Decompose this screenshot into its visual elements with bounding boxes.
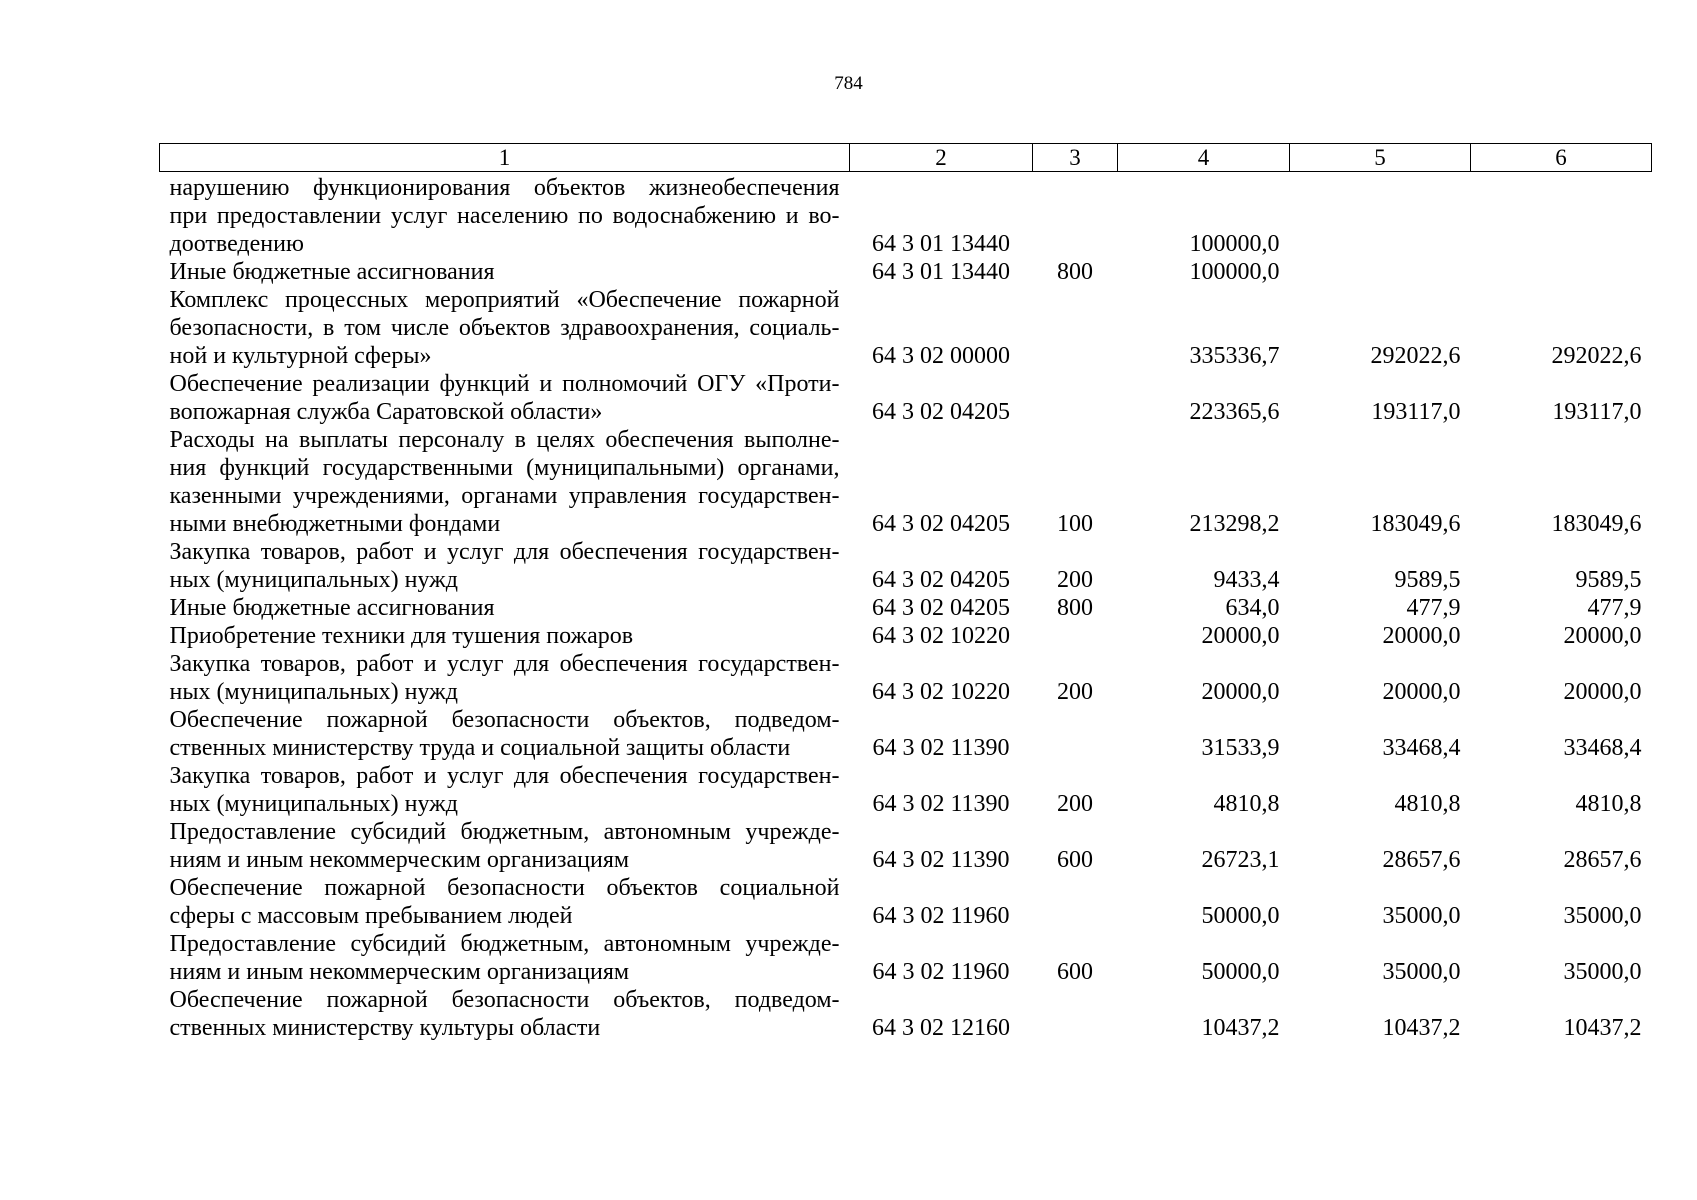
table-row <box>160 594 1652 622</box>
expense-type-code: 100 <box>1057 511 1093 537</box>
description-line: нарушению функционирования объектов жизнеобеспечения <box>169 175 840 201</box>
amount-col-6: 20000,0 <box>1563 679 1642 705</box>
amount-col-4: 213298,2 <box>1189 511 1280 537</box>
description-line: Закупка товаров, работ и услуг для обеспечения государствен- <box>169 651 840 677</box>
description-line: Закупка товаров, работ и услуг для обеспечения государствен- <box>169 763 840 789</box>
amount-col-5: 9589,5 <box>1394 567 1461 593</box>
column-header-2: 2 <box>850 144 1033 172</box>
description-line: ных (муниципальных) нужд <box>169 679 458 705</box>
description-line: Приобретение техники для тушения пожаров <box>169 623 634 649</box>
target-article-code: 64 3 02 04205 <box>872 399 1010 425</box>
expense-type-code: 200 <box>1057 679 1093 705</box>
target-article-code: 64 3 02 12160 <box>872 1015 1010 1041</box>
description-line: ниям и иным некоммерческим организациям <box>169 959 630 985</box>
table-row <box>160 706 1652 762</box>
table-row <box>160 650 1652 706</box>
row-description <box>160 650 850 706</box>
table-header-row <box>160 144 1652 172</box>
table-row <box>160 538 1652 594</box>
amount-col-6: 4810,8 <box>1575 791 1642 817</box>
row-description <box>160 594 850 622</box>
table-row <box>160 426 1652 538</box>
description-line: Комплекс процессных мероприятий «Обеспечение пожарной <box>169 287 840 313</box>
description-line: Закупка товаров, работ и услуг для обеспечения государствен- <box>169 539 840 565</box>
description-line: вопожарная служба Саратовской области» <box>169 399 603 425</box>
amount-col-6: 28657,6 <box>1563 847 1642 873</box>
amount-col-6 <box>1471 172 1652 259</box>
amount-col-4: 634,0 <box>1225 595 1280 621</box>
amount-col-6: 292022,6 <box>1551 343 1642 369</box>
column-header-1: 1 <box>160 144 850 172</box>
amount-col-5: 477,9 <box>1406 595 1461 621</box>
expense-type-code <box>1033 286 1118 370</box>
column-header-4: 4 <box>1118 144 1290 172</box>
table-row <box>160 258 1652 286</box>
amount-col-5: 35000,0 <box>1382 903 1461 929</box>
amount-col-4: 50000,0 <box>1201 903 1280 929</box>
target-article-code: 64 3 02 10220 <box>872 679 1010 705</box>
target-article-code: 64 3 02 11960 <box>872 959 1010 985</box>
target-article-code: 64 3 02 11960 <box>872 903 1010 929</box>
amount-col-5: 10437,2 <box>1382 1015 1461 1041</box>
row-description <box>160 258 850 286</box>
description-line: ственных министерству культуры области <box>169 1015 601 1041</box>
row-description <box>160 622 850 650</box>
expense-type-code: 800 <box>1057 259 1093 285</box>
table-row <box>160 286 1652 370</box>
page-number: 784 <box>834 73 863 94</box>
description-line: Предоставление субсидий бюджетным, автономным учрежде- <box>169 819 840 845</box>
description-line: ной и культурной сферы» <box>169 343 432 369</box>
amount-col-6: 10437,2 <box>1563 1015 1642 1041</box>
amount-col-5 <box>1290 172 1471 259</box>
amount-col-4: 20000,0 <box>1201 623 1280 649</box>
description-line: ных (муниципальных) нужд <box>169 567 458 593</box>
table-row <box>160 986 1652 1042</box>
table-row <box>160 930 1652 986</box>
target-article-code: 64 3 02 11390 <box>872 791 1010 817</box>
description-line: безопасности, в том числе объектов здравоохранения, социаль- <box>169 315 840 341</box>
amount-col-5 <box>1290 258 1471 286</box>
description-line: ных (муниципальных) нужд <box>169 791 458 817</box>
expense-type-code: 600 <box>1057 847 1093 873</box>
description-line: доотведению <box>169 231 304 257</box>
row-description <box>160 762 850 818</box>
target-article-code: 64 3 02 04205 <box>872 595 1010 621</box>
amount-col-4: 4810,8 <box>1213 791 1280 817</box>
amount-col-4: 100000,0 <box>1189 231 1280 257</box>
table-row <box>160 818 1652 874</box>
amount-col-4: 335336,7 <box>1189 343 1280 369</box>
amount-col-4: 223365,6 <box>1189 399 1280 425</box>
row-description <box>160 172 850 259</box>
amount-col-6: 477,9 <box>1587 595 1642 621</box>
table-row <box>160 172 1652 259</box>
amount-col-4: 10437,2 <box>1201 1015 1280 1041</box>
table-row <box>160 622 1652 650</box>
description-line: Расходы на выплаты персоналу в целях обеспечения выполне- <box>169 427 840 453</box>
description-line: Иные бюджетные ассигнования <box>169 259 495 285</box>
target-article-code: 64 3 02 04205 <box>872 567 1010 593</box>
description-line: казенными учреждениями, органами управления государствен- <box>169 483 840 509</box>
target-article-code: 64 3 01 13440 <box>872 231 1010 257</box>
column-header-6: 6 <box>1471 144 1652 172</box>
amount-col-6: 33468,4 <box>1563 735 1642 761</box>
table-row <box>160 874 1652 930</box>
row-description <box>160 874 850 930</box>
expense-type-code: 800 <box>1057 595 1093 621</box>
target-article-code: 64 3 02 04205 <box>872 511 1010 537</box>
amount-col-5: 292022,6 <box>1370 343 1461 369</box>
amount-col-6: 9589,5 <box>1575 567 1642 593</box>
description-line: сферы с массовым пребыванием людей <box>169 903 573 929</box>
amount-col-6: 35000,0 <box>1563 959 1642 985</box>
expense-type-code <box>1033 874 1118 930</box>
description-line: ниям и иным некоммерческим организациям <box>169 847 630 873</box>
row-description <box>160 538 850 594</box>
row-description <box>160 370 850 426</box>
row-description <box>160 286 850 370</box>
description-line: ственных министерству труда и социальной защиты области <box>169 735 791 761</box>
description-line: Обеспечение пожарной безопасности объектов социальной <box>169 875 840 901</box>
amount-col-5: 33468,4 <box>1382 735 1461 761</box>
expense-type-code <box>1033 706 1118 762</box>
amount-col-4: 50000,0 <box>1201 959 1280 985</box>
amount-col-5: 20000,0 <box>1382 623 1461 649</box>
amount-col-5: 35000,0 <box>1382 959 1461 985</box>
expense-type-code: 600 <box>1057 959 1093 985</box>
expense-type-code: 200 <box>1057 791 1093 817</box>
expense-type-code <box>1033 172 1118 259</box>
table-body <box>160 172 1652 1043</box>
description-line: Обеспечение пожарной безопасности объектов, подведом- <box>169 707 840 733</box>
amount-col-4: 26723,1 <box>1201 847 1280 873</box>
amount-col-4: 31533,9 <box>1201 735 1280 761</box>
amount-col-4: 9433,4 <box>1213 567 1280 593</box>
amount-col-6: 35000,0 <box>1563 903 1642 929</box>
target-article-code: 64 3 02 10220 <box>872 623 1010 649</box>
amount-col-5: 28657,6 <box>1382 847 1461 873</box>
expense-type-code <box>1033 370 1118 426</box>
table-row <box>160 370 1652 426</box>
row-description <box>160 426 850 538</box>
amount-col-5: 4810,8 <box>1394 791 1461 817</box>
budget-table <box>159 143 1652 1042</box>
amount-col-5: 20000,0 <box>1382 679 1461 705</box>
description-line: ния функций государственными (муниципальными) органами, <box>169 455 840 481</box>
description-line: Предоставление субсидий бюджетным, автономным учрежде- <box>169 931 840 957</box>
row-description <box>160 706 850 762</box>
row-description <box>160 930 850 986</box>
target-article-code: 64 3 02 11390 <box>872 847 1010 873</box>
table-row <box>160 762 1652 818</box>
expense-type-code <box>1033 622 1118 650</box>
amount-col-6 <box>1471 258 1652 286</box>
description-line: Иные бюджетные ассигнования <box>169 595 495 621</box>
row-description <box>160 818 850 874</box>
amount-col-6: 193117,0 <box>1552 399 1642 425</box>
description-line: при предоставлении услуг населению по водоснабжению и во- <box>169 203 840 229</box>
description-line: ными внебюджетными фондами <box>169 511 501 537</box>
target-article-code: 64 3 02 11390 <box>872 735 1010 761</box>
column-header-5: 5 <box>1290 144 1471 172</box>
amount-col-6: 183049,6 <box>1551 511 1642 537</box>
amount-col-4: 100000,0 <box>1189 259 1280 285</box>
amount-col-4: 20000,0 <box>1201 679 1280 705</box>
row-description <box>160 986 850 1042</box>
amount-col-6: 20000,0 <box>1563 623 1642 649</box>
expense-type-code <box>1033 986 1118 1042</box>
column-header-3: 3 <box>1033 144 1118 172</box>
description-line: Обеспечение пожарной безопасности объектов, подведом- <box>169 987 840 1013</box>
target-article-code: 64 3 01 13440 <box>872 259 1010 285</box>
expense-type-code: 200 <box>1057 567 1093 593</box>
target-article-code: 64 3 02 00000 <box>872 343 1010 369</box>
amount-col-5: 193117,0 <box>1371 399 1461 425</box>
amount-col-5: 183049,6 <box>1370 511 1461 537</box>
description-line: Обеспечение реализации функций и полномочий ОГУ «Проти- <box>169 371 840 397</box>
